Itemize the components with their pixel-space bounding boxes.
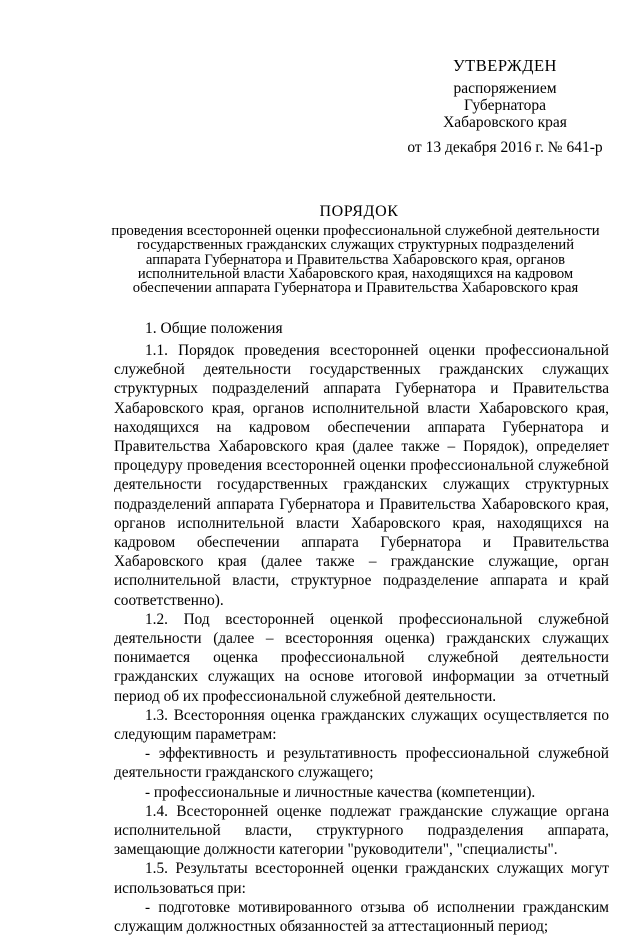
paragraph: - профессиональные и личностные качества (компетенции).	[145, 783, 536, 801]
paragraph: 1.2. Под всесторонней оценкой профессиональной служебной деятельности (далее – всесторонняя оценка) гражданских служащих понимается оценка профессиональной служебной деятельности гражданских служащих на основе итоговой информации за отчетный период об их профессиональной служебной деятельности.	[114, 610, 609, 705]
document-title: ПОРЯДОК	[319, 203, 399, 220]
paragraph: 1.1. Порядок проведения всесторонней оценки профессиональной служебной деятельности государственных гражданских служащих структурных подразделений аппарата Губернатора и Правительства Хабаровского края, органов исполнительной власти Хабаровского края, находящихся на кадровом обеспечении аппарата Губернатора и Правительства Хабаровского края (далее также – Порядок), определяет процедуру проведения всесторонней оценки профессиональной служебной деятельности государственных гражданских служащих структурных подразделений аппарата Губернатора и Правительства Хабаровского края, органов исполнительной власти Хабаровского края, находящихся на кадровом обеспечении аппарата Губернатора и Правительства Хабаровского края (далее также – гражданские служащие, орган исполнительной власти, структурное подразделение аппарата и край соответственно).	[114, 342, 609, 609]
document-body	[114, 341, 609, 936]
subtitle-line: проведения всесторонней оценки профессиональной служебной деятельности	[111, 223, 600, 239]
approval-line: Хабаровского края	[443, 114, 567, 131]
approval-title: УТВЕРЖДЕН	[453, 56, 557, 75]
paragraph: 1.5. Результаты всесторонней оценки гражданских служащих могут использоваться при:	[114, 860, 609, 897]
subtitle-line: государственных гражданских служащих структурных подразделений	[136, 237, 575, 254]
document-subtitle	[98, 224, 613, 295]
section-heading: 1. Общие положения	[145, 320, 283, 337]
approval-date: от 13 декабря 2016 г. № 641-р	[407, 139, 603, 156]
subtitle-line: исполнительной власти Хабаровского края, находящихся на кадровом	[137, 265, 574, 282]
paragraph: 1.4. Всесторонней оценке подлежат гражданские служащие органа исполнительной власти, структурного подразделения аппарата, замещающие должности категории "руководители", "специалисты".	[114, 802, 609, 859]
approval-stamp	[380, 57, 630, 156]
approval-line: распоряжением	[453, 80, 557, 97]
approval-line: Губернатора	[464, 97, 546, 114]
paragraph: - подготовке мотивированного отзыва об исполнении гражданским служащим должностных обязанностей за аттестационный период;	[114, 898, 609, 936]
subtitle-line: аппарата Губернатора и Правительства Хабаровского края, органов	[145, 251, 566, 268]
paragraph: 1.3. Всесторонняя оценка гражданских служащих осуществляется по следующим параметрам:	[114, 706, 609, 744]
paragraph: - эффективность и результативность профессиональной служебной деятельности гражданского служащего;	[114, 745, 609, 782]
subtitle-line: обеспечении аппарата Губернатора и Правительства Хабаровского края	[132, 280, 579, 297]
